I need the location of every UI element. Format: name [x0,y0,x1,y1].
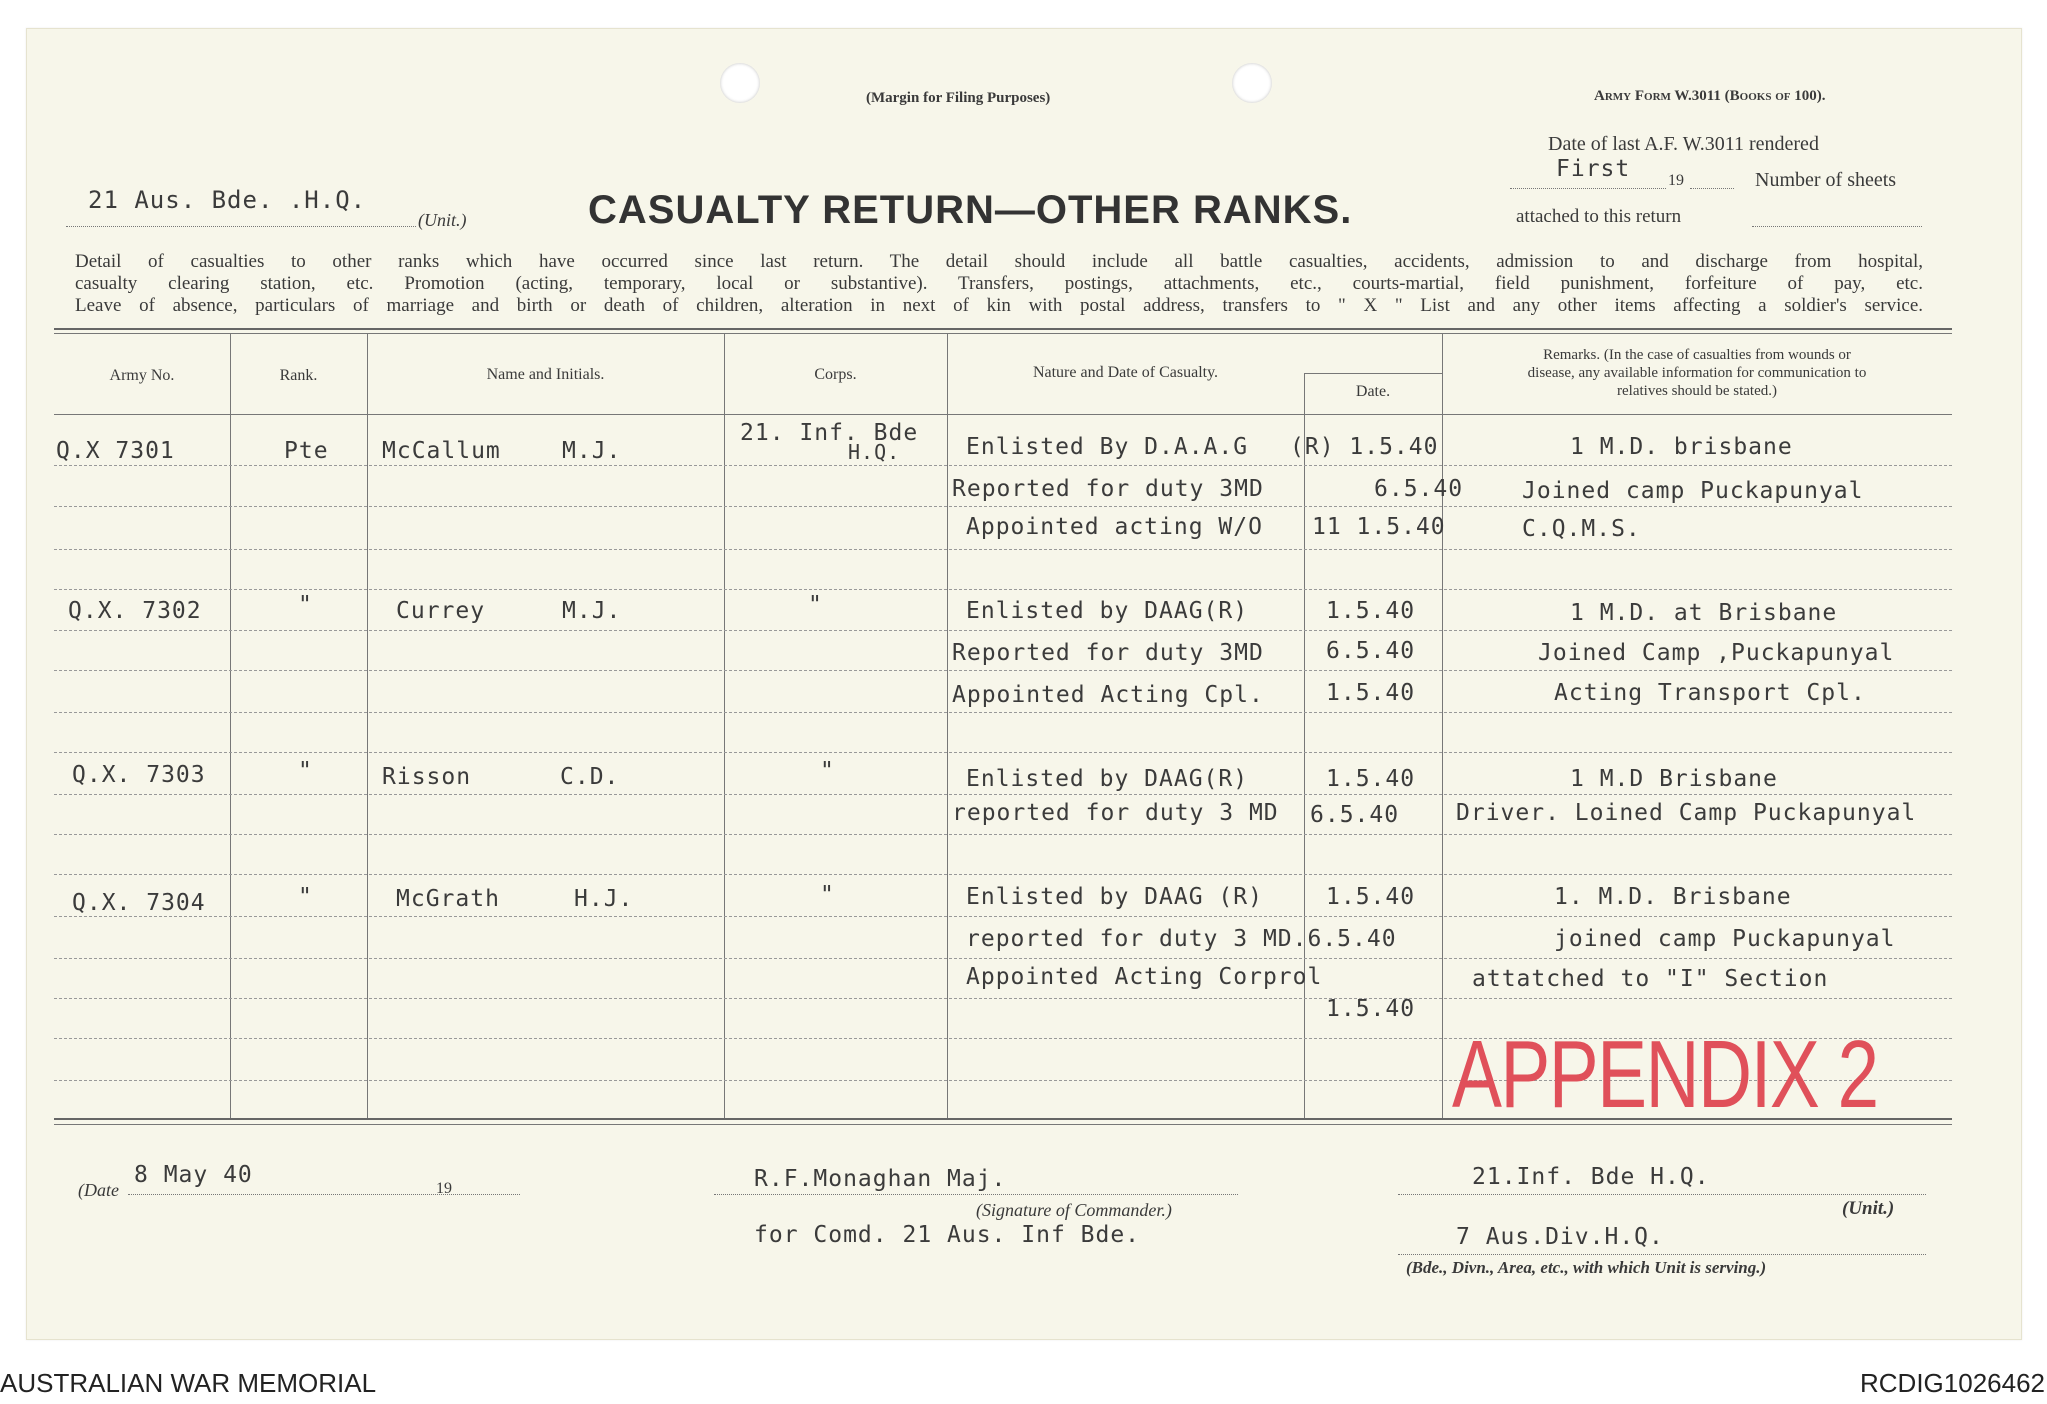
casualty-nature: Enlisted by DAAG (R) [966,884,1263,910]
header-nature: Nature and Date of Casualty. [1032,364,1219,381]
casualty-nature: Reported for duty 3MD [952,476,1264,502]
date-dotline [128,1194,520,1195]
unit-signoff-value: 21.Inf. Bde H.Q. [1472,1164,1710,1190]
unit-label: (Unit.) [418,210,467,230]
casualty-nature: Appointed Acting Cpl. [952,682,1264,708]
unit-dotline [66,226,416,227]
col-divider-6 [1442,333,1443,1118]
casualty-date: 6.5.40 [1326,638,1416,664]
commander-signature: R.F.Monaghan Maj. [754,1166,1007,1192]
casualty-remarks: Joined camp Puckapunyal [1522,478,1864,504]
attached-label: attached to this return [1516,206,1682,227]
casualty-remarks: Acting Transport Cpl. [1554,680,1866,706]
header-remarks-1: Remarks. (In the case of casualties from wounds or [1543,347,1851,363]
header-army-no: Army No. [109,367,175,384]
header-corps: Corps. [814,366,857,383]
header-remarks-3: relatives should be stated.) [1617,383,1777,399]
rank: Pte [284,438,329,464]
soldier-initials: C.D. [560,764,620,790]
casualty-nature: reported for duty 3 MD [952,800,1279,826]
form-reference: Army Form W.3011 (Books of 100). [1594,88,1826,104]
margin-note: (Margin for Filing Purposes) [866,90,1051,106]
unit-value: 21 Aus. Bde. .H.Q. [88,186,367,214]
casualty-date: 1.5.40 [1326,680,1416,706]
date-last-value: First [1556,156,1631,182]
header-remarks-2: disease, any available information for communication to [1527,365,1867,381]
casualty-remarks: 1 M.D Brisbane [1570,766,1778,792]
col-divider-2 [367,333,368,1118]
date-last-nineteen: 19 [1668,172,1684,189]
casualty-nature: Appointed Acting Corprol [966,964,1323,990]
casualty-date: 1.5.40 [1326,766,1416,792]
date-last-year-dotline [1690,188,1734,189]
archive-label: AUSTRALIAN WAR MEMORIAL [0,1368,377,1398]
casualty-date: (R) 1.5.40 [1290,434,1439,460]
casualty-date: 1.5.40 [1326,884,1416,910]
header-name: Name and Initials. [486,366,605,383]
casualty-nature: Enlisted by DAAG(R) [966,598,1249,624]
soldier-name: McGrath [396,886,500,912]
rank: " [298,758,313,784]
casualty-nature: Enlisted By D.A.A.G [966,434,1249,460]
serving-value: 7 Aus.Div.H.Q. [1456,1224,1664,1250]
casualty-remarks: 1. M.D. Brisbane [1554,884,1792,910]
corps: " [820,882,835,908]
table-top-rule-2 [54,333,1952,334]
detail-line-2: casualty clearing station, etc. Promotion (acting, temporary, local or substantive). Transfers, postings, attachments, etc., courts-martial, field punishment, forfeiture of pay, etc. [75,273,1923,294]
casualty-nature: Enlisted by DAAG(R) [966,766,1249,792]
col-divider-3 [724,333,725,1118]
form-title: CASUALTY RETURN—OTHER RANKS. [588,188,1353,232]
archive-id: RCDIG1026462 [1860,1368,2045,1398]
casualty-remarks: Joined Camp ,Puckapunyal [1538,640,1895,666]
casualty-date: 1.5.40 [1326,598,1416,624]
appendix-stamp: APPENDIX 2 [1452,1021,1878,1128]
punch-hole-right [1232,63,1272,103]
casualty-remarks: Driver. Loined Camp Puckapunyal [1456,800,1917,826]
detail-line-3: Leave of absence, particulars of marriage and birth or death of children, alteration in next of kin with postal address, transfers to " X " List and any other items affecting a soldier's service. [75,295,1923,316]
casualty-date: 11 1.5.40 [1312,514,1446,540]
serving-dotline [1398,1254,1926,1255]
army-no: Q.X. 7302 [68,598,202,624]
soldier-initials: H.J. [574,886,634,912]
date-nineteen: 19 [436,1180,452,1197]
date-value: 8 May 40 [134,1162,253,1188]
signature-label: (Signature of Commander.) [976,1200,1172,1220]
casualty-date: 6.5.40 [1310,802,1400,828]
casualty-nature: Reported for duty 3MD [952,640,1264,666]
number-sheets-label: Number of sheets [1755,169,1897,191]
date-subheader-rule [1304,373,1442,374]
serving-label: (Bde., Divn., Area, etc., with which Unit is serving.) [1406,1258,1767,1277]
header-rank: Rank. [279,367,318,384]
unit-signoff-label: (Unit.) [1842,1198,1895,1219]
header-bottom-rule [54,414,1952,415]
soldier-name: Currey [396,598,486,624]
date-label: (Date [78,1180,119,1200]
casualty-remarks: attatched to "I" Section [1472,966,1829,992]
casualty-remarks: 1 M.D. at Brisbane [1570,600,1838,626]
casualty-remarks: 1 M.D. brisbane [1570,434,1793,460]
casualty-remarks: C.Q.M.S. [1522,516,1641,542]
corps-line-2: H.Q. [848,440,901,464]
corps: " [808,592,823,618]
signature-dotline [714,1194,1238,1195]
col-divider-1 [230,333,231,1118]
soldier-initials: M.J. [562,598,622,624]
table-top-rule [54,328,1952,330]
casualty-nature: reported for duty 3 MD.6.5.40 [966,926,1397,952]
attached-dotline [1752,226,1922,227]
corps: " [820,758,835,784]
army-no: Q.X. 7303 [72,762,206,788]
detail-line-1: Detail of casualties to other ranks which have occurred since last return. The detail should include all battle casualties, accidents, admission to and discharge from hospital, [75,251,1923,272]
header-date: Date. [1355,383,1391,400]
army-no: Q.X. 7304 [72,890,206,916]
col-divider-4 [947,333,948,1118]
rank: " [298,592,313,618]
army-no: Q.X 7301 [56,438,175,464]
casualty-remarks: joined camp Puckapunyal [1554,926,1896,952]
col-divider-5 [1304,373,1305,1118]
corps: 21. Inf. Bde [740,420,919,446]
for-commander-line: for Comd. 21 Aus. Inf Bde. [754,1222,1141,1248]
soldier-name: Risson [382,764,472,790]
date-last-label: Date of last A.F. W.3011 rendered [1548,133,1819,155]
casualty-nature: Appointed acting W/O [966,514,1263,540]
casualty-date: 1.5.40 [1326,996,1416,1022]
casualty-date: 6.5.40 [1374,476,1464,502]
rank: " [298,884,313,910]
soldier-name: McCallum [382,438,501,464]
unit-signoff-dotline [1398,1194,1926,1195]
date-last-dotline [1510,188,1666,189]
punch-hole-left [720,63,760,103]
soldier-initials: M.J. [562,438,622,464]
